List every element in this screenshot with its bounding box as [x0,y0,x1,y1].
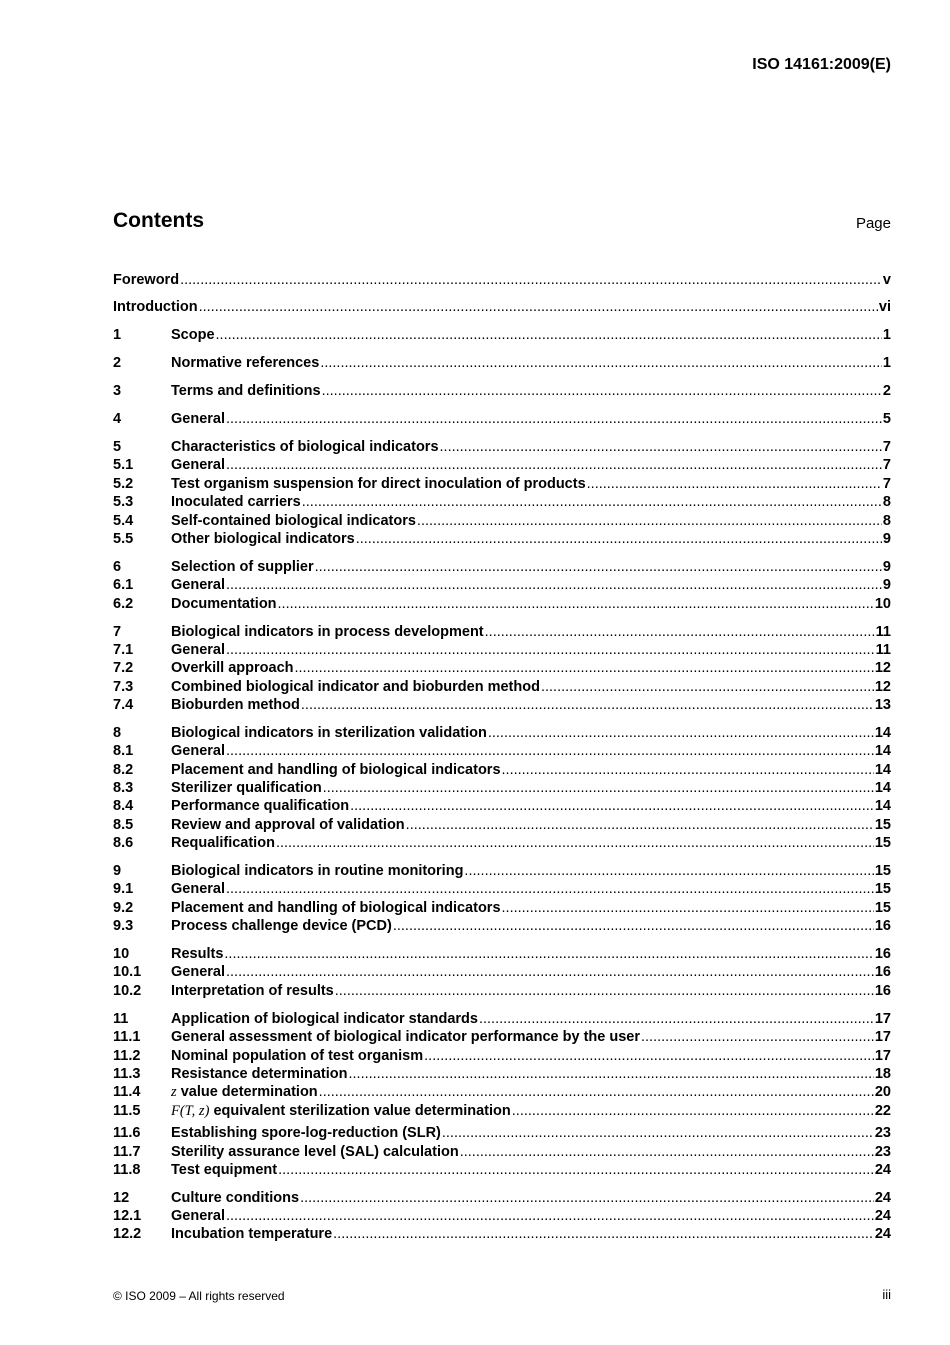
toc-entry-title [171,1047,423,1065]
leader-dots [440,438,882,456]
document-reference: ISO 14161:2009(E) [752,56,891,73]
leader-dots [199,298,878,316]
toc-entry-title [171,945,223,963]
toc-entry-title-text: Incubation temperature [171,1226,333,1242]
leader-dots [485,623,875,641]
toc-entry-title [171,982,334,1000]
leader-dots [424,1047,874,1065]
toc-entry-title [171,963,225,981]
toc-entry[interactable] [113,438,891,456]
toc-entry-title-text: General [171,457,225,473]
toc-entry-title-text: General [171,743,225,759]
toc-entry[interactable] [113,410,891,428]
toc-entry-number: 1 [113,327,122,343]
toc-entry-page: 12 [874,660,891,676]
leader-dots [464,862,873,880]
toc-entry-title [171,1083,318,1101]
toc-entry-title-text: Sterilizer qualification [171,780,322,796]
toc-entry[interactable] [113,678,891,696]
toc-entry-title [171,1102,511,1120]
toc-entry[interactable] [113,512,891,530]
toc-entry-page: 16 [874,918,891,934]
toc-entry[interactable] [113,779,891,797]
toc-entry-page: 22 [874,1103,891,1119]
toc-entry[interactable] [113,1225,891,1243]
toc-entry-title [171,724,487,742]
toc-entry-number: 11.6 [113,1125,141,1141]
toc-entry-page: 14 [874,798,891,814]
toc-entry-title-text: Culture conditions [171,1190,300,1206]
toc-entry-title [113,271,179,289]
toc-entry-page: 14 [874,725,891,741]
leader-dots [488,724,874,742]
leader-dots [226,410,882,428]
toc-entry-title [171,816,405,834]
toc-entry[interactable] [113,475,891,493]
toc-entry[interactable] [113,530,891,548]
toc-entry-page: 7 [882,439,891,455]
copyright-notice: © ISO 2009 – All rights reserved [113,1289,285,1303]
leader-dots [278,595,874,613]
toc-entry-number: 8.6 [113,835,134,851]
toc-entry-number: 4 [113,411,122,427]
toc-entry-page: vi [878,299,891,315]
toc-entry-title [171,779,322,797]
toc-entry-number: 11.5 [113,1103,141,1119]
toc-entry-page: 8 [882,494,891,510]
leader-dots [587,475,882,493]
toc-entry-title-text: Requalification [171,835,275,851]
leader-dots [406,816,874,834]
toc-entry-number: 12.2 [113,1226,142,1242]
toc-entry-number: 6 [113,559,122,575]
leader-dots [348,1065,873,1083]
toc-entry-title-text: value determination [180,1084,318,1100]
toc-entry-title-text: Introduction [113,299,198,315]
leader-dots [295,659,874,677]
toc-entry-title-text: Biological indicators in routine monitoring [171,863,464,879]
toc-entry-page: 13 [874,697,891,713]
toc-entry[interactable] [113,834,891,852]
toc-entry-page: 14 [874,762,891,778]
toc-entry-number: 3 [113,383,122,399]
toc-entry-title-text: Interpretation of results [171,983,334,999]
toc-entry-title-text: Biological indicators in sterilization validation [171,725,487,741]
leader-dots [417,512,882,530]
toc-entry-title [171,1189,299,1207]
toc-entry-title [171,659,294,677]
toc-entry-title-text: Inoculated carriers [171,494,301,510]
toc-entry-number: 5 [113,439,122,455]
toc-entry-number: 11 [113,1011,129,1027]
toc-entry-page: 16 [874,946,891,962]
toc-entry[interactable] [113,862,891,880]
toc-entry-number: 5.4 [113,513,134,529]
toc-entry-title [171,530,355,548]
toc-entry-page: 11 [875,624,891,640]
toc-entry-page: 14 [874,743,891,759]
toc-entry-title [171,410,225,428]
toc-entry-page: 1 [882,355,891,371]
toc-entry-title [171,742,225,760]
toc-entry[interactable] [113,899,891,917]
toc-entry-page: 24 [874,1208,891,1224]
toc-entry-page: 18 [874,1066,891,1082]
toc-entry[interactable] [113,271,891,289]
toc-entry[interactable] [113,1207,891,1225]
toc-entry-page: 7 [882,476,891,492]
toc-entry-number: 9.3 [113,918,134,934]
toc-entry-title-text: General [171,577,225,593]
toc-entry-number: 8.3 [113,780,134,796]
leader-dots [226,576,882,594]
toc-entry-number: 8.5 [113,817,134,833]
toc-entry-title [171,797,349,815]
leader-dots [512,1102,874,1120]
toc-entry-page: 1 [882,327,891,343]
leader-dots [224,945,873,963]
toc-entry-title [171,576,225,594]
toc-entry-title-text: Placement and handling of biological indicators [171,762,501,778]
toc-entry-page: 23 [874,1125,891,1141]
toc-entry-number: 7.4 [113,697,134,713]
toc-entry[interactable] [113,917,891,935]
toc-entry-number: 6.1 [113,577,134,593]
toc-entry-title [171,880,225,898]
toc-entry-title-text: Biological indicators in process development [171,624,484,640]
toc-entry[interactable] [113,880,891,898]
toc-entry-page: 16 [874,964,891,980]
toc-entry-title [171,917,392,935]
leader-dots [541,678,874,696]
toc-entry-number: 5.5 [113,531,134,547]
toc-entry-title-text: Application of biological indicator standards [171,1011,478,1027]
toc-entry-number: 6.2 [113,596,134,612]
leader-dots [315,558,882,576]
leader-dots [641,1028,874,1046]
toc-entry-number: 9 [113,863,122,879]
toc-entry-page: 24 [874,1162,891,1178]
toc-entry-title [171,558,314,576]
math-symbol: z [171,1084,177,1100]
toc-entry-title-text: General [171,411,225,427]
leader-dots [502,899,874,917]
toc-entry-title-text: General [171,642,225,658]
toc-entry-title-text: Bioburden method [171,697,300,713]
toc-entry-page: 12 [874,679,891,695]
toc-entry-page: 5 [882,411,891,427]
toc-entry-page: 15 [874,817,891,833]
toc-entry-number: 7.2 [113,660,134,676]
toc-entry[interactable] [113,659,891,677]
toc-entry-number: 12 [113,1190,130,1206]
toc-entry[interactable] [113,1161,891,1179]
leader-dots [335,982,874,1000]
toc-entry-title [171,623,484,641]
toc-entry-title [171,678,540,696]
toc-entry[interactable] [113,696,891,714]
toc-entry[interactable] [113,595,891,613]
leader-dots [278,1161,874,1179]
toc-entry[interactable] [113,816,891,834]
toc-entry-number: 11.7 [113,1144,141,1160]
leader-dots [320,354,882,372]
toc-entry-title-text: Sterility assurance level (SAL) calculation [171,1144,459,1160]
toc-entry-title-text: General assessment of biological indicator performance by the user [171,1029,640,1045]
toc-entry-title-text: General [171,964,225,980]
leader-dots [502,761,874,779]
toc-entry-title [171,456,225,474]
toc-entry[interactable] [113,354,891,372]
toc-entry-title-text: Performance qualification [171,798,350,814]
toc-entry-number: 8.4 [113,798,134,814]
page-column-label: Page [855,215,891,232]
leader-dots [226,641,875,659]
toc-entry[interactable] [113,576,891,594]
toc-entry-title-text: Test organism suspension for direct inoculation of products [171,476,586,492]
toc-entry-number: 12.1 [113,1208,142,1224]
toc-entry-number: 10 [113,946,130,962]
toc-entry[interactable] [113,456,891,474]
leader-dots [319,1083,874,1101]
toc-entry-page: 16 [874,983,891,999]
toc-entry[interactable] [113,945,891,963]
toc-entry-title [171,595,277,613]
toc-entry-number: 11.2 [113,1048,141,1064]
toc-entry-number: 10.1 [113,964,142,980]
toc-entry-page: 10 [874,596,891,612]
toc-entry-number: 2 [113,355,122,371]
toc-entry-number: 7.3 [113,679,134,695]
leader-dots [300,1189,874,1207]
toc-entry[interactable] [113,1028,891,1046]
toc-entry-number: 5.1 [113,457,134,473]
toc-entry-page: 24 [874,1226,891,1242]
toc-entry-page: 15 [874,881,891,897]
toc-entry-page: 9 [882,559,891,575]
toc-entry[interactable] [113,298,891,316]
toc-entry[interactable] [113,797,891,815]
leader-dots [442,1124,874,1142]
toc-entry-title-text: Selection of supplier [171,559,314,575]
leader-dots [350,797,874,815]
leader-dots [276,834,874,852]
toc-entry-page: 14 [874,780,891,796]
leader-dots [216,326,882,344]
toc-entry-page: 2 [882,383,891,399]
toc-entry-title [171,1010,478,1028]
toc-entry-title-text: General [171,1208,225,1224]
toc-entry-page: 11 [875,642,891,658]
leader-dots [226,456,882,474]
toc-entry-title-text: Foreword [113,272,180,288]
toc-entry[interactable] [113,963,891,981]
leader-dots [322,382,882,400]
toc-entry-title-text: Overkill approach [171,660,294,676]
toc-entry-title [171,354,319,372]
toc-entry-title-text: Process challenge device (PCD) [171,918,392,934]
toc-entry[interactable] [113,761,891,779]
toc-entry-title-text: Normative references [171,355,320,371]
toc-entry-page: 15 [874,863,891,879]
toc-entry-number: 8.1 [113,743,134,759]
leader-dots [180,271,882,289]
toc-entry-title-text: Results [171,946,224,962]
toc-entry-title-text: Establishing spore-log-reduction (SLR) [171,1125,441,1141]
leader-dots [460,1143,874,1161]
toc-entry[interactable] [113,982,891,1000]
toc-entry-title [171,1124,441,1142]
toc-entry-number: 10.2 [113,983,142,999]
page-number: iii [882,1287,891,1302]
toc-entry[interactable] [113,558,891,576]
toc-entry[interactable] [113,382,891,400]
toc-entry-page: 9 [882,531,891,547]
toc-entry-number: 11.3 [113,1066,141,1082]
toc-entry-page: 8 [882,513,891,529]
toc-entry-title [171,761,501,779]
leader-dots [226,742,874,760]
toc-entry-number: 11.4 [113,1084,141,1100]
toc-entry-title-text: Resistance determination [171,1066,348,1082]
toc-entry-title [171,1161,277,1179]
toc-entry-title-text: Terms and definitions [171,383,321,399]
toc-entry-title [113,298,198,316]
toc-entry-title-text: Combined biological indicator and bioburden method [171,679,540,695]
leader-dots [356,530,882,548]
toc-entry-title-text: Review and approval of validation [171,817,405,833]
toc-entry[interactable] [113,1189,891,1207]
toc-entry[interactable] [113,1143,891,1161]
leader-dots [226,1207,874,1225]
toc-entry-title-text: Scope [171,327,215,343]
toc-entry-number: 5.3 [113,494,134,510]
toc-entry[interactable] [113,1065,891,1083]
toc-entry-title-text: Other biological indicators [171,531,355,547]
toc-entry-title [171,382,321,400]
toc-entry-title-text: Test equipment [171,1162,278,1178]
toc-entry[interactable] [113,1083,891,1101]
toc-entry-title-text: Nominal population of test organism [171,1048,424,1064]
toc-entry-title [171,899,501,917]
toc-entry-page: 15 [874,900,891,916]
toc-entry-title [171,326,215,344]
toc-entry-title [171,1143,459,1161]
toc-entry-title-text: Self-contained biological indicators [171,513,416,529]
leader-dots [301,696,874,714]
toc-entry-page: v [882,272,891,288]
toc-entry-title [171,1225,332,1243]
toc-entry-title [171,834,275,852]
toc-entry-title [171,493,301,511]
toc-entry[interactable] [113,1010,891,1028]
leader-dots [302,493,882,511]
math-symbol: F(T, z) [171,1103,210,1119]
toc-entry-number: 7 [113,624,122,640]
leader-dots [226,880,874,898]
leader-dots [479,1010,874,1028]
toc-entry-number: 7.1 [113,642,134,658]
toc-entry[interactable] [113,1124,891,1142]
toc-entry[interactable] [113,623,891,641]
toc-entry-page: 9 [882,577,891,593]
toc-entry-number: 8.2 [113,762,134,778]
toc-entry[interactable] [113,493,891,511]
toc-entry[interactable] [113,724,891,742]
toc-entry-title [171,1028,640,1046]
toc-entry-page: 7 [882,457,891,473]
leader-dots [393,917,874,935]
toc-entry-title [171,862,463,880]
toc-entry-number: 9.1 [113,881,134,897]
toc-entry-number: 11.8 [113,1162,141,1178]
toc-entry-title [171,438,439,456]
toc-entry-title-text: Placement and handling of biological indicators [171,900,501,916]
toc-entry-page: 17 [874,1011,891,1027]
toc-entry-page: 17 [874,1048,891,1064]
toc-entry-number: 11.1 [113,1029,141,1045]
toc-entry-title-text: Documentation [171,596,277,612]
toc-entry-title-text: Characteristics of biological indicators [171,439,439,455]
toc-entry-title [171,512,416,530]
toc-entry-title [171,641,225,659]
leader-dots [226,963,874,981]
toc-entry-page: 17 [874,1029,891,1045]
toc-entry-page: 23 [874,1144,891,1160]
toc-entry-number: 8 [113,725,122,741]
toc-entry[interactable] [113,1047,891,1065]
toc-entry-number: 9.2 [113,900,134,916]
toc-entry-title [171,696,300,714]
toc-entry-page: 20 [874,1084,891,1100]
contents-heading: Contents [113,209,204,232]
toc-entry[interactable] [113,742,891,760]
toc-entry-number: 5.2 [113,476,134,492]
toc-entry-title-text: equivalent sterilization value determination [213,1103,511,1119]
leader-dots [333,1225,874,1243]
toc-entry-title [171,475,586,493]
toc-entry-page: 15 [874,835,891,851]
toc-entry[interactable] [113,641,891,659]
toc-entry[interactable] [113,326,891,344]
toc-entry-title [171,1207,225,1225]
toc-entry[interactable] [113,1102,891,1120]
toc-entry-page: 24 [874,1190,891,1206]
toc-entry-title-text: General [171,881,225,897]
toc-entry-title [171,1065,347,1083]
leader-dots [323,779,874,797]
